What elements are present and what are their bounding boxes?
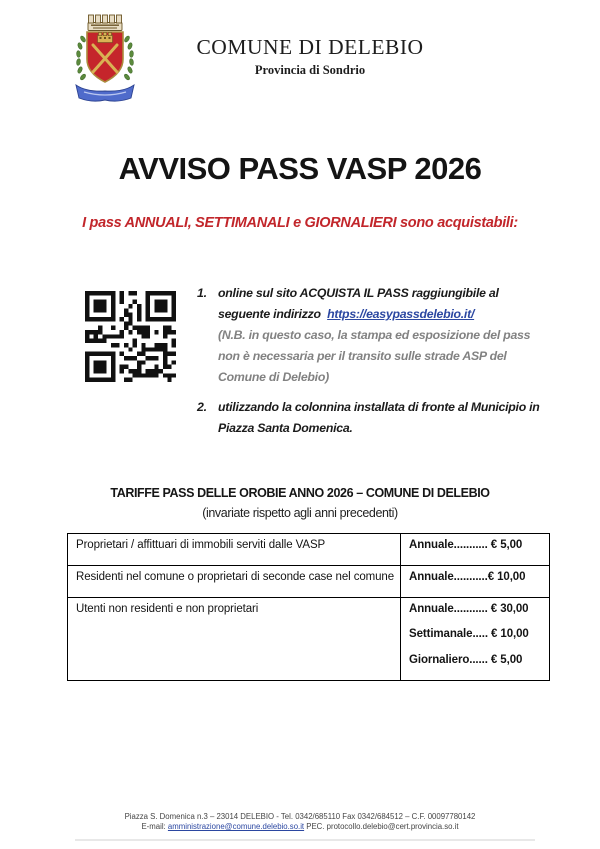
easypass-link[interactable]: https://easypassdelebio.it/ — [327, 307, 475, 321]
table-row — [68, 566, 550, 598]
purchase-option-online — [197, 283, 565, 388]
note-line: (N.B. in questo caso, la stampa ed esposizione del pass — [218, 328, 531, 342]
option1-line1: online sul sito ACQUISTA IL PASS raggiungibile al — [218, 286, 499, 300]
tariff-price: Annuale........... € 30,00 Settimanale..... € 10,00 Giornaliero...... € 5,00 — [401, 597, 550, 680]
tariffs-subheading: (invariate rispetto agli anni precedenti) — [202, 506, 398, 520]
note-line: Comune di Delebio) — [218, 370, 329, 384]
purchase-option-kiosk — [197, 397, 565, 439]
tariff-price: Annuale...........€ 10,00 — [401, 566, 550, 598]
footer-address-line: Piazza S. Domenica n.3 – 23014 DELEBIO - Tel. 0342/685110 Fax 0342/684512 – C.F. 00097780142 — [124, 812, 476, 821]
option2-line1: utilizzando la colonnina installata di fronte al Municipio in — [218, 400, 540, 414]
footer — [0, 812, 600, 832]
tariff-description: Utenti non residenti e non proprietari — [68, 597, 401, 680]
tariff-table — [67, 533, 550, 681]
table-row — [68, 534, 550, 566]
notice-title: AVVISO PASS VASP 2026 — [118, 151, 482, 186]
list-number: 1. — [197, 286, 207, 300]
scan-artifact-line — [75, 839, 535, 841]
option1-line2: seguente indirizzo https://easypassdelebio.it/ — [218, 307, 475, 321]
footer-contact-line: E-mail: amministrazione@comune.delebio.so.it PEC. protocollo.delebio@cert.provincia.so.it — [141, 822, 459, 831]
email-link[interactable]: amministrazione@comune.delebio.so.it — [167, 822, 305, 831]
option2-line2: Piazza Santa Domenica. — [218, 421, 353, 435]
province-name: Provincia di Sondrio — [254, 63, 366, 77]
qr-code — [85, 291, 176, 382]
notice-subtitle: I pass ANNUALI, SETTIMANALI e GIORNALIERI sono acquistabili: — [82, 215, 518, 231]
table-row — [68, 597, 550, 680]
tariffs-heading: TARIFFE PASS DELLE OROBIE ANNO 2026 – COMUNE DI DELEBIO — [110, 486, 490, 500]
note-line: non è necessaria per il transito sulle strade ASP del — [218, 349, 507, 363]
list-number: 2. — [197, 400, 207, 414]
tariff-description: Residenti nel comune o proprietari di seconde case nel comune — [68, 566, 401, 598]
tariff-price: Annuale........... € 5,00 — [401, 534, 550, 566]
tariff-description: Proprietari / affittuari di immobili serviti dalle VASP — [68, 534, 401, 566]
commune-name: COMUNE DI DELEBIO — [196, 35, 424, 59]
letterhead — [0, 35, 600, 78]
